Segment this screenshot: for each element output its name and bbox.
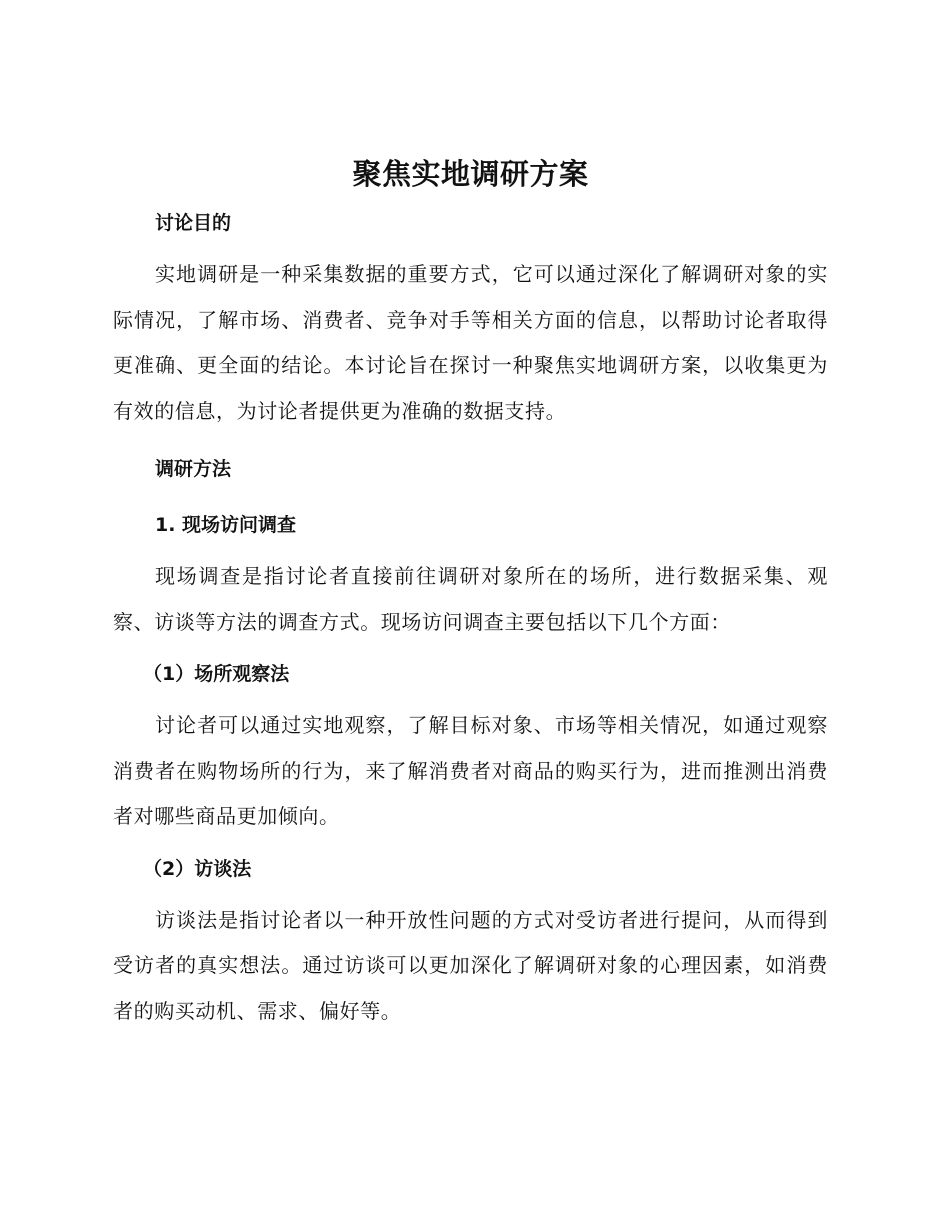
spacer (113, 840, 828, 848)
spacer (113, 645, 828, 653)
section-heading-methods: 调研方法 (155, 458, 232, 480)
subheading-field-visit: 1. 现场访问调查 (155, 514, 297, 536)
spacer (113, 546, 828, 554)
spacer (113, 490, 828, 504)
paragraph-field-visit: 现场调查是指讨论者直接前往调研对象所在的场所，进行数据采集、观察、访谈等方法的调查方式。现场访问调查主要包括以下几个方面： (113, 564, 828, 634)
document-body (113, 148, 828, 1034)
paragraph-interview: 访谈法是指讨论者以一种开放性问题的方式对受访者进行提问，从而得到受访者的真实想法。通过访谈可以更加深化了解调研对象的心理因素，如消费者的购买动机、需求、偏好等。 (113, 907, 828, 1023)
spacer (113, 890, 828, 898)
paragraph-purpose: 实地调研是一种采集数据的重要方式，它可以通过深化了解调研对象的实际情况，了解市场、消费者、竞争对手等相关方面的信息，以帮助讨论者取得更准确、更全面的结论。本讨论旨在探讨一种聚焦实地调研方案，以收集更为有效的信息，为讨论者提供更为准确的数据支持。 (113, 262, 828, 423)
spacer (113, 695, 828, 703)
section-heading-purpose: 讨论目的 (155, 212, 232, 234)
page-title: 聚焦实地调研方案 (352, 157, 589, 191)
spacer (113, 244, 828, 252)
subheading-interview: （2）访谈法 (143, 857, 252, 880)
spacer (113, 434, 828, 448)
paragraph-observation: 讨论者可以通过实地观察，了解目标对象、市场等相关情况，如通过观察消费者在购物场所的行为，来了解消费者对商品的购买行为，进而推测出消费者对哪些商品更加倾向。 (113, 713, 828, 828)
subheading-observation: （1）场所观察法 (143, 663, 290, 685)
